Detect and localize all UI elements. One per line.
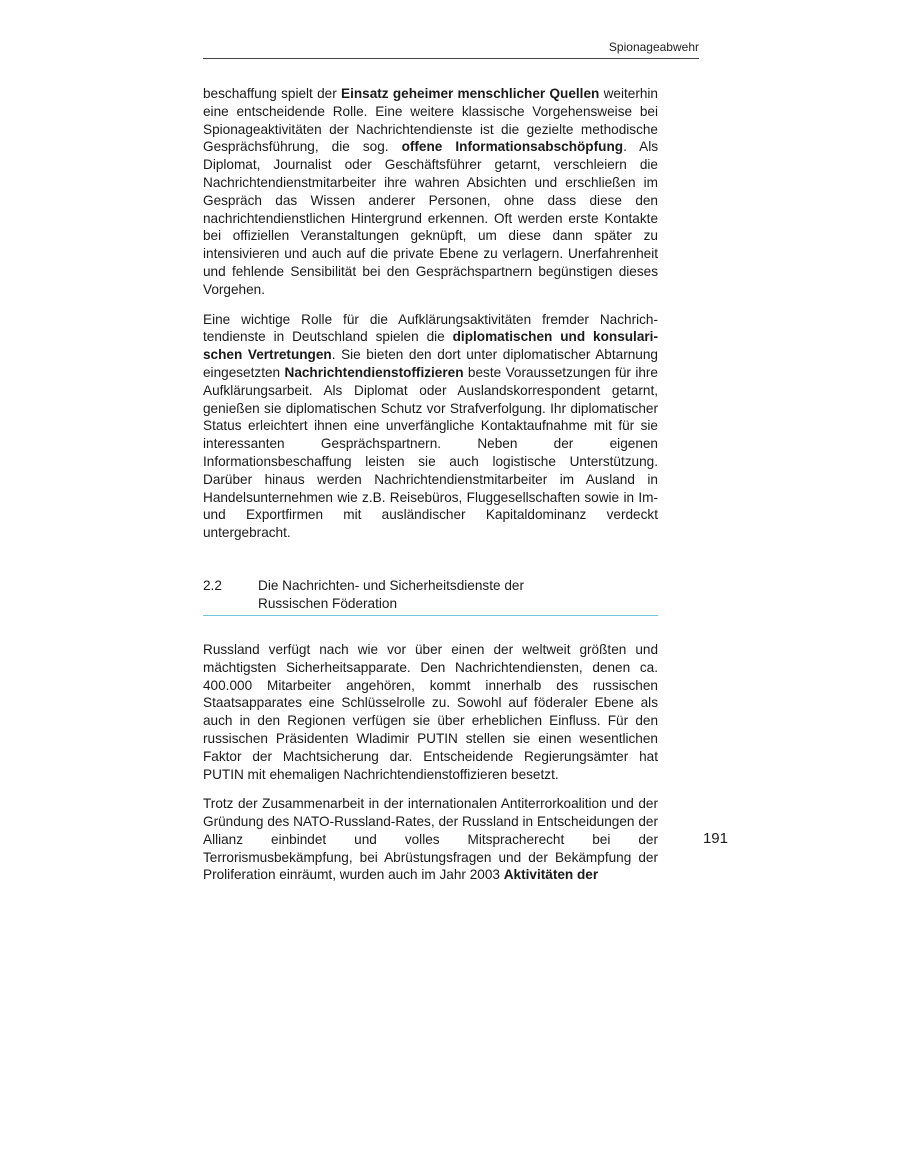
body-text-column <box>203 85 658 896</box>
text-run: . Sie bieten den dort unter diplomatischer Abtarnung eingesetzten <box>203 347 658 380</box>
paragraph <box>203 311 658 542</box>
section-title-line-2: Russischen Föderation <box>258 595 398 611</box>
running-header-title: Spionageabwehr <box>608 40 699 54</box>
bold-text: Nachrichtendienstoffizieren <box>284 364 464 380</box>
text-run: . Als Diplomat, Journalist oder Geschäftsführer getarnt, verschleiern die Nachrichtendienstmitarbeiter ihre wahren Absichten und erschließen im Gespräch das Wissen anderer Personen, ohne dass diese den nachrichtendienstlichen Hintergrund erkennen. Oft werden erste Kontakte bei offiziellen Veranstaltungen geknüpft, um diese dann später zu intensivieren und auch auf die private Ebene zu verlagern. Unerfahrenheit und fehlende Sensibilität bei den Gesprächspartnern begünstigen dieses Vorgehen. <box>203 139 659 297</box>
paragraph <box>203 795 658 884</box>
bold-text: Einsatz geheimer menschlicher Quellen <box>341 86 600 101</box>
text-run: weiterhin eine entscheidende Rolle. Eine weitere klassische Vorgehensweise bei Spionageaktivitäten der Nachrichtendienste ist die gezielte methodische Gesprächsführung, die sog. <box>203 86 658 155</box>
section-title-line-1: Die Nachrichten- und Sicherheitsdienste der <box>258 577 524 593</box>
text-run: Eine wichtige Rolle für die Aufklärungsaktivitäten fremder Nachrichtendienste in Deutschland spielen die <box>203 311 658 345</box>
bold-text: diplomatischen und konsularischen Vertretungen <box>203 329 658 363</box>
text-run: beschaffung spielt der <box>203 86 341 101</box>
text-run: Trotz der Zusammenarbeit in der internationalen Antiterrorkoalition und der Gründung des NATO-Russland-Rates, der Russland in Entscheidungen der Allianz einbindet und volles Mitspracherecht bei der Terrorismusbekämpfung, bei Abrüstungsfragen und der Bekämpfung der Proliferation einräumt, wurden auch im Jahr 2003 <box>203 796 658 883</box>
bold-text: Aktivitäten der <box>503 867 599 883</box>
page-number: 191 <box>702 830 728 847</box>
text-run: beste Voraussetzungen für ihre Aufklärungsarbeit. Als Diplomat oder Auslandskorrespondent getarnt, genießen sie diplomatischen Schutz vor Strafverfolgung. Ihr diplomatischer Status erleichtert ihnen eine unverfängliche Kontaktaufnahme mit für sie interessanten Gesprächspartnern. Neben der eigenen Informationsbeschaffung leisten sie auch logistische Unterstützung. Darüber hinaus werden Nachrichtendienstmitarbeiter im Ausland in Handelsunternehmen wie z.B. Reisebüros, Fluggesellschaften sowie in Im- und Exportfirmen mit ausländischer Kapitaldominanz verdeckt untergebracht. <box>203 364 658 541</box>
running-header <box>203 38 699 59</box>
text-run: Russland verfügt nach wie vor über einen der weltweit größten und mächtigsten Sicherheitsapparate. Den Nachrichtendiensten, denen ca. 400.000 Mitarbeiter angehören, kommt innerhalb des russischen Staatsapparates eine Schlüsselrolle zu. Sowohl auf föderaler Ebene als auch in den Regionen verfügen sie über erheblichen Einfluss. Für den russischen Präsidenten Wladimir PUTIN stellen sie einen wesentlichen Faktor der Machtsicherung dar. Entscheidende Regierungsämter hat PUTIN mit ehemaligen Nachrichtendienstoffizieren besetzt. <box>203 641 658 782</box>
section-heading <box>203 577 658 616</box>
paragraph <box>203 85 658 299</box>
bold-text: offene Informationsabschöpfung <box>401 139 624 155</box>
section-number: 2.2 <box>203 577 222 593</box>
paragraph <box>203 641 658 783</box>
